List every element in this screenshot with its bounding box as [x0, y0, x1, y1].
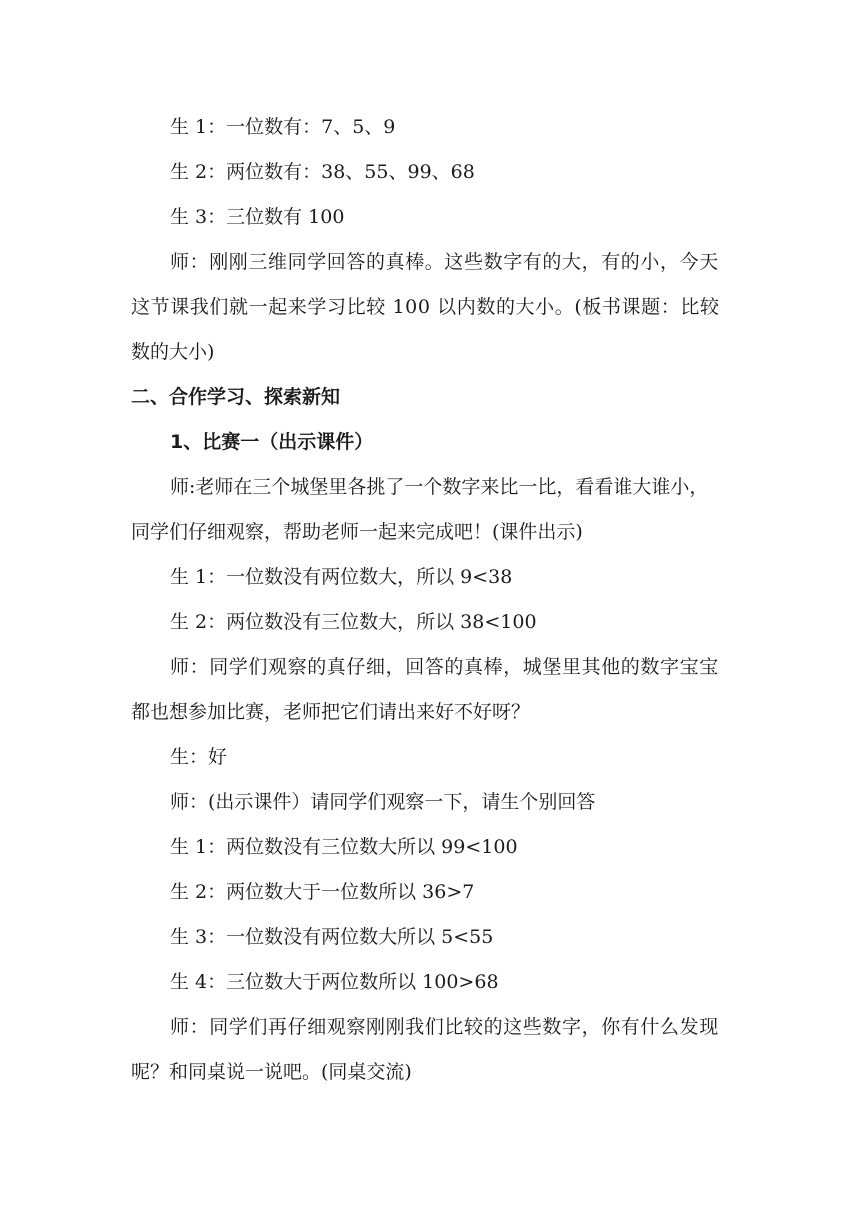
student-answer-2: 生 2：两位数有：38、55、99、68 [170, 161, 475, 183]
teacher-paragraph-line: 都也想参加比赛，老师把它们请出来好不好呀？ [131, 701, 531, 723]
student-answer: 生 4：三位数大于两位数所以 100>68 [170, 971, 499, 993]
student-answer: 生：好 [170, 746, 228, 768]
teacher-paragraph-line: 师：同学们再仔细观察刚刚我们比较的这些数字，你有什么发现 [170, 1016, 719, 1038]
section-heading: 二、合作学习、探索新知 [131, 386, 341, 408]
teacher-paragraph-line: 师：(出示课件）请同学们观察一下，请生个别回答 [170, 791, 596, 813]
subsection-heading: 1、比赛一（出示课件） [170, 431, 374, 453]
teacher-paragraph-line: 师：同学们观察的真仔细，回答的真棒，城堡里其他的数字宝宝 [170, 656, 719, 678]
student-answer: 生 2：两位数大于一位数所以 36>7 [170, 881, 475, 903]
student-answer-3: 生 3：三位数有 100 [170, 206, 345, 228]
teacher-paragraph-line: 同学们仔细观察，帮助老师一起来完成吧！(课件出示) [131, 521, 583, 543]
teacher-paragraph-line: 呢？和同桌说一说吧。(同桌交流) [131, 1061, 412, 1083]
teacher-paragraph-line: 数的大小) [131, 341, 215, 363]
student-answer: 生 1：两位数没有三位数大所以 99<100 [170, 836, 518, 858]
student-answer: 生 2：两位数没有三位数大，所以 38<100 [170, 611, 537, 633]
student-answer: 生 1：一位数没有两位数大，所以 9<38 [170, 566, 513, 588]
teacher-paragraph-line: 师：刚刚三维同学回答的真棒。这些数字有的大，有的小，今天 [170, 251, 719, 273]
student-answer-1: 生 1：一位数有：7、5、9 [170, 116, 396, 138]
teacher-paragraph-line: 师:老师在三个城堡里各挑了一个数字来比一比，看看谁大谁小， [170, 476, 709, 498]
teacher-paragraph-line: 这节课我们就一起来学习比较 100 以内数的大小。(板书课题：比较 [131, 296, 720, 318]
student-answer: 生 3：一位数没有两位数大所以 5<55 [170, 926, 494, 948]
